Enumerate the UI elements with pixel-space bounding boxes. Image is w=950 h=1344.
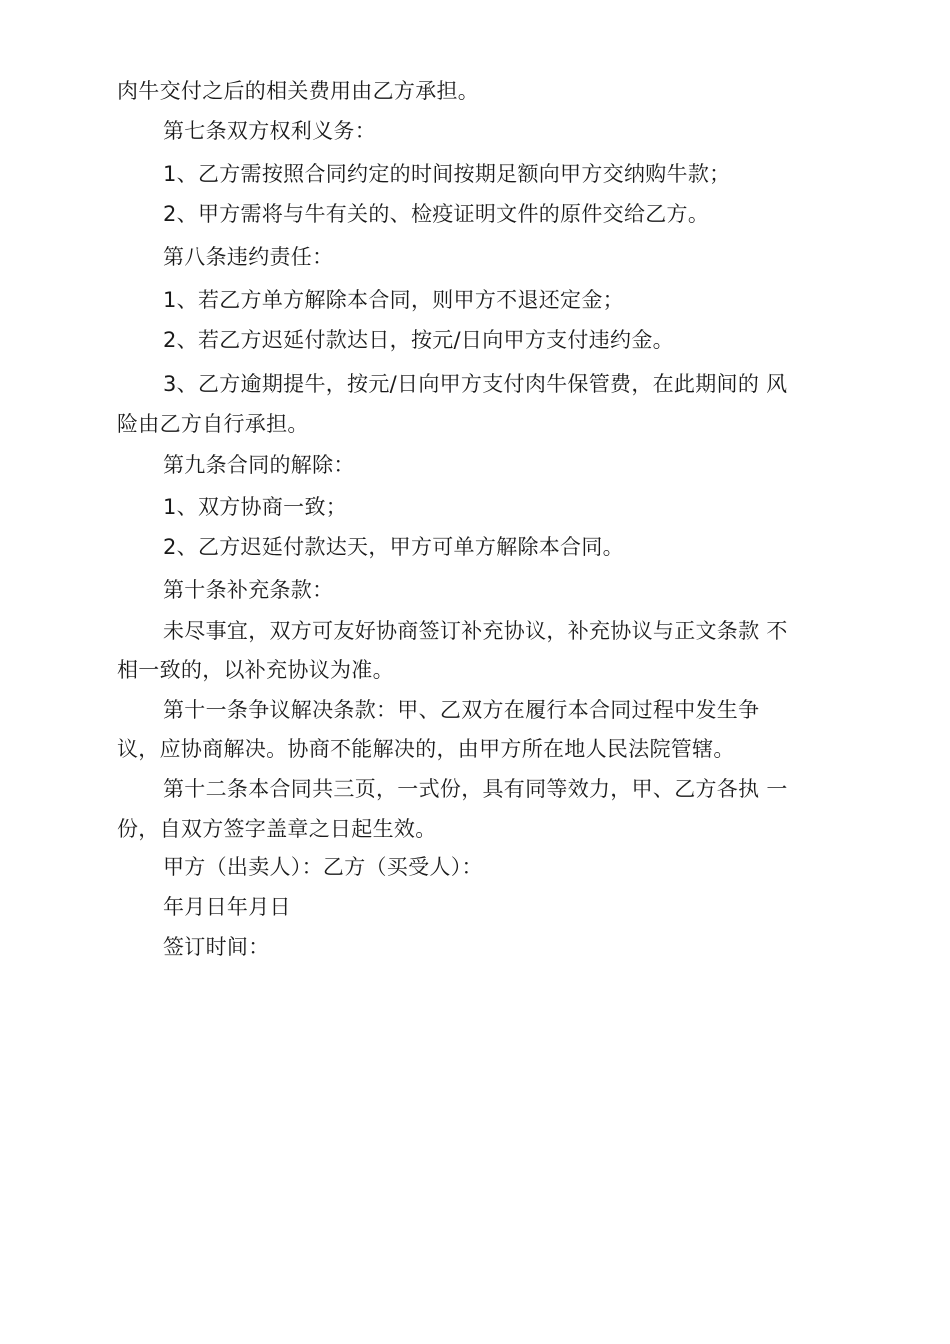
text-line: 肉牛交付之后的相关费用由乙方承担。 [117, 79, 480, 103]
signature-dates: 年月日年月日 [163, 895, 291, 919]
section-heading-7: 第七条双方权利义务： [163, 119, 376, 143]
clause-item: 1、若乙方单方解除本合同，则甲方不退还定金； [163, 288, 624, 312]
text-line: 份，自双方签字盖章之日起生效。 [117, 817, 437, 841]
clause-item: 2、若乙方迟延付款达日，按元/日向甲方支付违约金。 [163, 328, 674, 352]
section-heading-9: 第九条合同的解除： [163, 453, 355, 477]
paragraph-line: 未尽事宜，双方可友好协商签订补充协议，补充协议与正文条款 不 [163, 619, 788, 643]
section-heading-12: 第十二条本合同共三页，一式份，具有同等效力，甲、乙方各执 一 [163, 777, 788, 801]
text-line: 相一致的，以补充协议为准。 [117, 658, 394, 682]
section-heading-11: 第十一条争议解决条款：甲、乙双方在履行本合同过程中发生争 [163, 698, 760, 722]
section-heading-10: 第十条补充条款： [163, 578, 334, 602]
clause-item: 3、乙方逾期提牛，按元/日向甲方支付肉牛保管费，在此期间的 风 [163, 372, 788, 396]
clause-item: 2、乙方迟延付款达天，甲方可单方解除本合同。 [163, 535, 624, 559]
text-line: 险由乙方自行承担。 [117, 412, 309, 436]
section-heading-8: 第八条违约责任： [163, 245, 334, 269]
signature-parties: 甲方（出卖人）：乙方（买受人）： [163, 855, 483, 879]
clause-item: 2、甲方需将与牛有关的、检疫证明文件的原件交给乙方。 [163, 202, 710, 226]
signing-time-label: 签订时间： [163, 935, 270, 959]
clause-item: 1、乙方需按照合同约定的时间按期足额向甲方交纳购牛款； [163, 162, 731, 186]
clause-item: 1、双方协商一致； [163, 495, 348, 519]
text-line: 议，应协商解决。协商不能解决的，由甲方所在地人民法院管辖。 [117, 737, 735, 761]
